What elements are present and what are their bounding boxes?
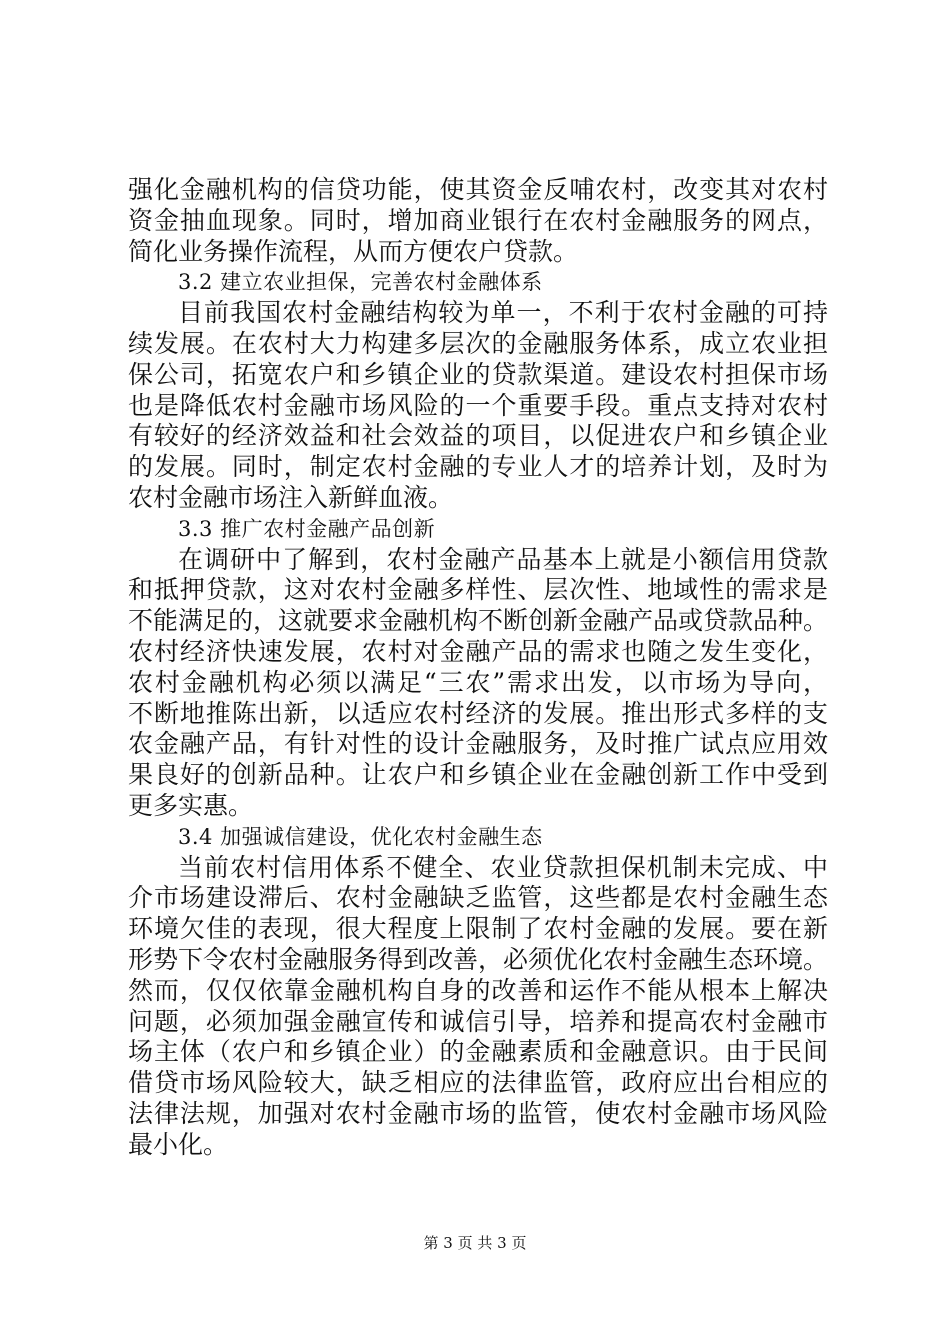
text-line: 然而，仅仅依靠金融机构自身的改善和运作不能从根本上解决 <box>128 975 828 1005</box>
text-line: 简化业务操作流程，从而方便农户贷款。 <box>128 236 579 266</box>
text-line: 不能满足的，这就要求金融机构不断创新金融产品或贷款品种。 <box>128 606 829 636</box>
text-line: 在调研中了解到，农村金融产品基本上就是小额信用贷款 <box>178 544 828 574</box>
text-line: 的发展。同时，制定农村金融的专业人才的培养计划，及时为 <box>128 452 828 482</box>
text-line: 农村经济快速发展，农村对金融产品的需求也随之发生变化， <box>128 636 828 666</box>
text-line: 形势下令农村金融服务得到改善，必须优化农村金融生态环境。 <box>128 944 829 974</box>
text-line: 介市场建设滞后、农村金融缺乏监管，这些都是农村金融生态 <box>128 883 828 913</box>
text-line: 保公司，拓宽农户和乡镇企业的贷款渠道。建设农村担保市场 <box>128 359 828 389</box>
text-line: 目前我国农村金融结构较为单一，不利于农村金融的可持 <box>178 298 828 328</box>
text-line: 环境欠佳的表现，很大程度上限制了农村金融的发展。要在新 <box>128 914 828 944</box>
text-line: 不断地推陈出新，以适应农村经济的发展。推出形式多样的支 <box>128 698 828 728</box>
text-line: 强化金融机构的信贷功能，使其资金反哺农村，改变其对农村 <box>128 175 828 204</box>
text-line: 最小化。 <box>128 1129 229 1159</box>
text-line: 场主体（农户和乡镇企业）的金融素质和金融意识。由于民间 <box>128 1037 828 1067</box>
section-heading-3-3: 3.3 推广农村金融产品创新 <box>178 516 436 541</box>
document-body <box>128 175 828 1161</box>
text-line: 续发展。在农村大力构建多层次的金融服务体系，成立农业担 <box>128 328 828 358</box>
text-line: 有较好的经济效益和社会效益的项目，以促进农户和乡镇企业 <box>128 421 828 451</box>
text-line: 也是降低农村金融市场风险的一个重要手段。重点支持对农村 <box>128 390 828 420</box>
text-line: 农村金融市场注入新鲜血液。 <box>128 482 454 512</box>
text-line: 当前农村信用体系不健全、农业贷款担保机制未完成、中 <box>178 852 828 882</box>
text-line: 农金融产品，有针对性的设计金融服务，及时推广试点应用效 <box>128 729 828 759</box>
page-footer: 第 3 页 共 3 页 <box>423 1234 527 1252</box>
section-heading-3-4: 3.4 加强诚信建设，优化农村金融生态 <box>178 824 543 849</box>
text-line: 农村金融机构必须以满足“三农”需求出发，以市场为导向， <box>128 667 828 697</box>
section-heading-3-2: 3.2 建立农业担保，完善农村金融体系 <box>178 270 543 295</box>
text-line: 借贷市场风险较大，缺乏相应的法律监管，政府应出台相应的 <box>128 1068 828 1098</box>
text-line: 问题，必须加强金融宣传和诚信引导，培养和提高农村金融市 <box>128 1006 828 1036</box>
text-line: 果良好的创新品种。让农户和乡镇企业在金融创新工作中受到 <box>128 760 828 790</box>
text-line: 法律法规，加强对农村金融市场的监管，使农村金融市场风险 <box>128 1098 828 1128</box>
text-line: 资金抽血现象。同时，增加商业银行在农村金融服务的网点， <box>128 205 828 235</box>
text-line: 更多实惠。 <box>128 790 254 820</box>
text-line: 和抵押贷款，这对农村金融多样性、层次性、地域性的需求是 <box>128 575 828 605</box>
